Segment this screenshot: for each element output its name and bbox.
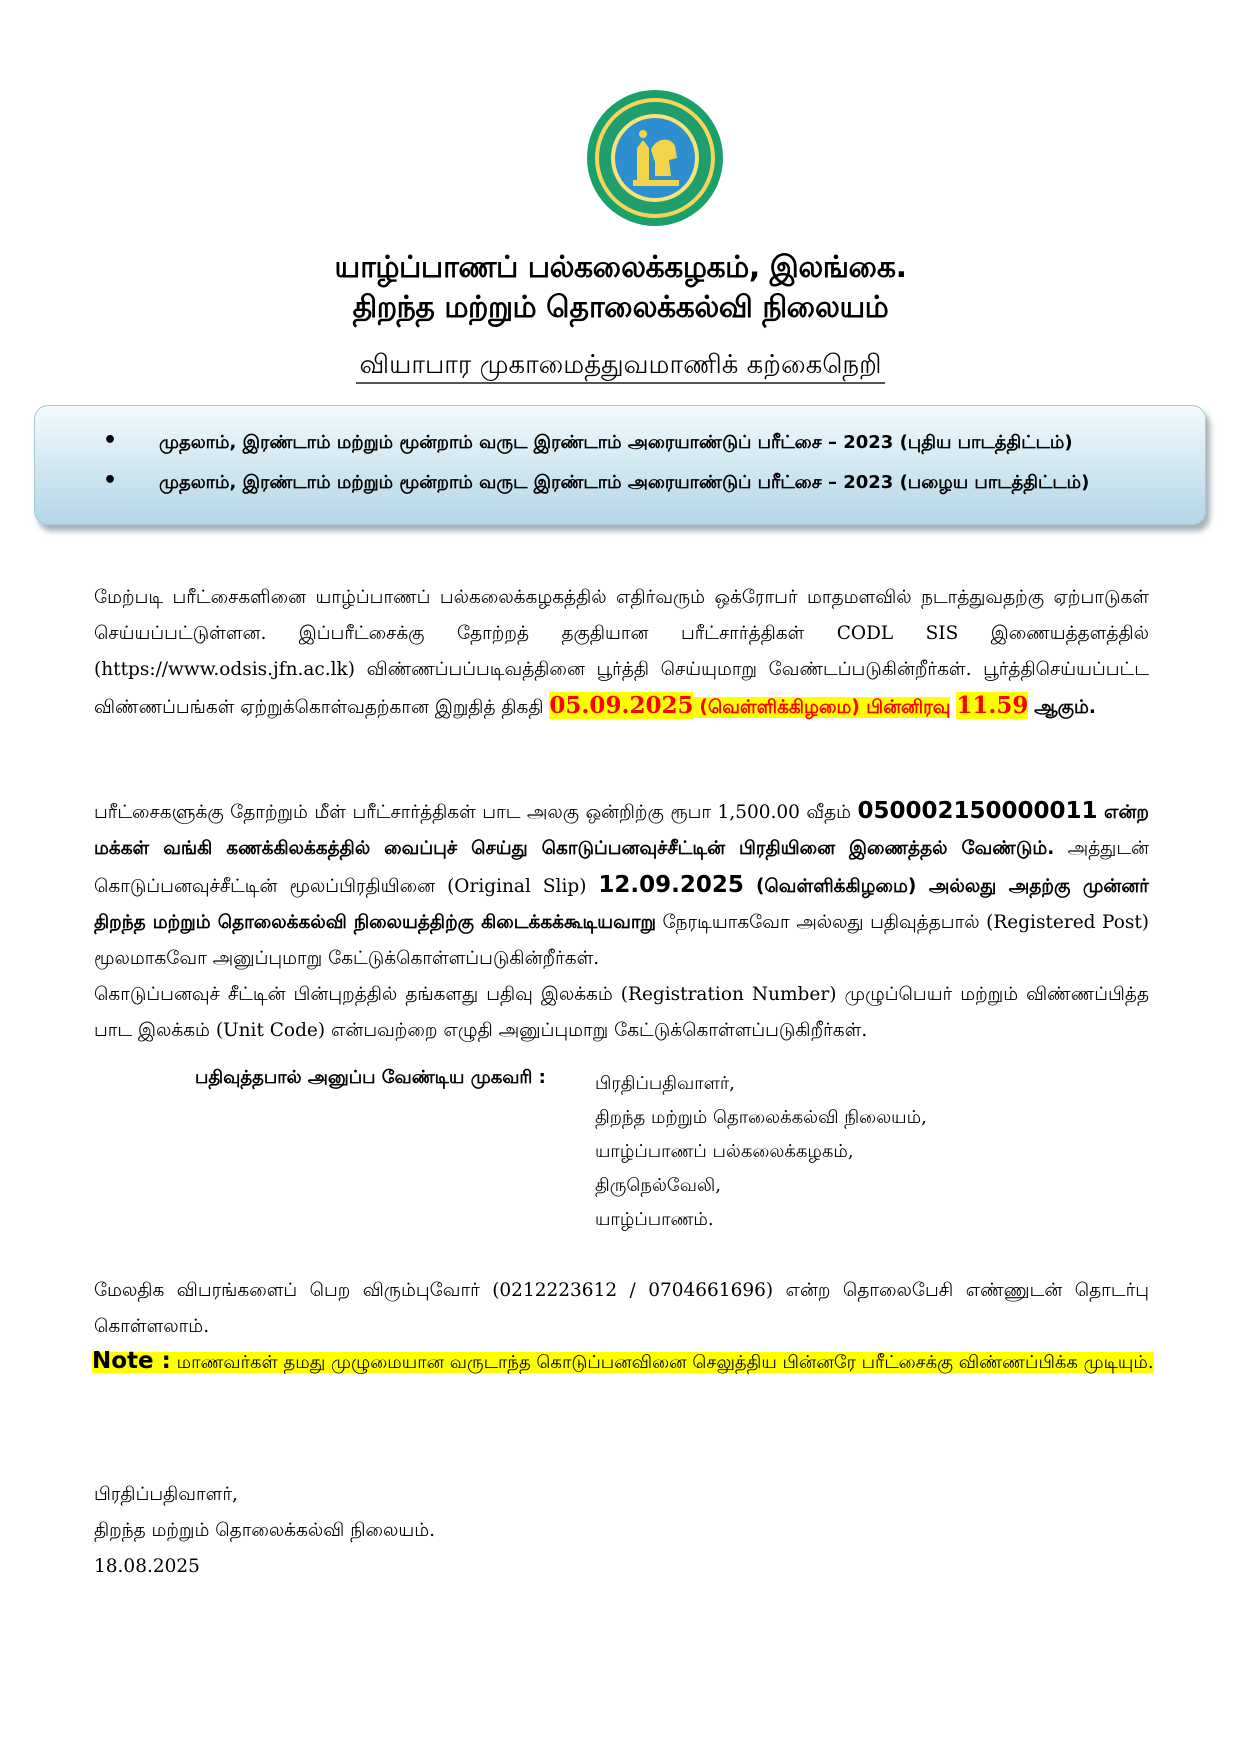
address-line: யாழ்ப்பாணம். xyxy=(595,1209,714,1230)
postal-address xyxy=(595,1067,927,1237)
note-label: Note : xyxy=(92,1348,171,1374)
payment-text: பரீட்சைகளுக்கு தோற்றும் மீள் பரீட்சார்த்திகள் பாட அலகு ஒன்றிற்கு ரூபா 1,500.00 வீதம் xyxy=(94,802,852,823)
application-paragraph xyxy=(94,580,1149,726)
deadline-time: 11.59 xyxy=(956,692,1029,719)
signature-block xyxy=(94,1477,435,1585)
address-line: திறந்த மற்றும் தொலைக்கல்வி நிலையம், xyxy=(595,1107,927,1128)
address-label: பதிவுத்தபால் அனுப்ப வேண்டிய முகவரி : xyxy=(195,1067,546,1088)
deadline-suffix: ஆகும். xyxy=(1034,697,1096,718)
bullet-icon: • xyxy=(103,428,118,453)
payment-instruction: என்ற மக்கள் வங்கி கணக்கிலக்கத்தில் வைப்புச் செய்து கொடுப்பனவுச்சீட்டின் பிரதியினை இணைத்தல் வேண்டும். xyxy=(94,802,1149,859)
document-date: 18.08.2025 xyxy=(94,1556,200,1577)
exam-list-box xyxy=(34,405,1206,525)
address-line: பிரதிப்பதிவாளர், xyxy=(595,1073,736,1094)
account-number: 050002150000011 xyxy=(857,798,1098,824)
university-logo xyxy=(585,88,725,228)
signatory-office: திறந்த மற்றும் தொலைக்கல்வி நிலையம். xyxy=(94,1520,436,1541)
deadline-day: (வெள்ளிக்கிழமை) பின்னிரவு xyxy=(699,697,951,718)
signatory-title: பிரதிப்பதிவாளர், xyxy=(94,1484,238,1505)
address-line: திருநெல்வேலி, xyxy=(595,1175,721,1196)
note-text: மாணவர்கள் தமது முழுமையான வருடாந்த கொடுப்பனவினை செலுத்திய பின்னரே பரீட்சைக்கு விண்ணப்பிக்க முடியும். xyxy=(176,1352,1154,1373)
programme-name-text: வியாபார முகாமைத்துவமாணிக் கற்கைநெறி xyxy=(356,350,886,384)
deadline-date: 05.09.2025 xyxy=(549,692,694,719)
payment-paragraph xyxy=(94,793,1149,1049)
bullet-icon: • xyxy=(103,468,118,493)
exam-item-text: முதலாம், இரண்டாம் மற்றும் மூன்றாம் வருட இரண்டாம் அரையாண்டுப் பரீட்சை – 2023 (புதிய பாடத்திட்டம்) xyxy=(159,432,1073,453)
university-name: யாழ்ப்பாணப் பல்கலைக்கழகம், இலங்கை. xyxy=(334,250,907,285)
application-text: மேற்படி பரீட்சைகளினை யாழ்ப்பாணப் பல்கலைக்கழகத்தில் எதிர்வரும் ஒக்ரோபர் மாதமளவில் நடாத்துவதற்கு ஏற்பாடுகள் செய்யப்பட்டுள்ளன. இப்பரீட்சைக்கு தோற்றத் தகுதியான பரீட்சார்த்திகள் CODL SIS இணையத்தளத்தில் (https://www.odsis.jfn.ac.lk) விண்ணப்பப்படிவத்தினை பூர்த்தி செய்யுமாறு வேண்டப்படுகின்றீர்கள். பூர்த்திசெய்யப்பட்ட விண்ணப்பங்கள் ஏற்றுக்கொள்வதற்கான இறுதித் திகதி xyxy=(94,587,1149,718)
contact-paragraph: மேலதிக விபரங்களைப் பெற விரும்புவோர் (0212223612 / 0704661696) என்ற தொலைபேசி எண்ணுடன் தொடர்பு கொள்ளலாம். xyxy=(94,1280,1149,1337)
slip-deadline-text: (வெள்ளிக்கிழமை) அல்லது அதற்கு முன்னர் திறந்த மற்றும் தொலைக்கல்வி நிலையத்திற்கு கிடைக்கக்கூடியவாறு xyxy=(94,876,1149,933)
slip-details-text: கொடுப்பனவுச் சீட்டின் பின்புறத்தில் தங்களது பதிவு இலக்கம் (Registration Number) முழுப்பெயர் மற்றும் விண்ணப்பித்த பாட இலக்கம் (Unit Code) என்பவற்றை எழுதி அனுப்புமாறு கேட்டுக்கொள்ளப்படுகிறீர்கள். xyxy=(94,984,1149,1041)
address-line: யாழ்ப்பாணப் பல்கலைக்கழகம், xyxy=(595,1141,854,1162)
delivery-text: நேரடியாகவோ அல்லது பதிவுத்தபால் (Registered Post) மூலமாகவோ அனுப்புமாறு கேட்டுக்கொள்ளப்படுகின்றீர்கள். xyxy=(94,912,1150,969)
exam-item-text: முதலாம், இரண்டாம் மற்றும் மூன்றாம் வருட இரண்டாம் அரையாண்டுப் பரீட்சை – 2023 (பழைய பாடத்திட்டம்) xyxy=(159,472,1090,493)
centre-name: திறந்த மற்றும் தொலைக்கல்வி நிலையம் xyxy=(352,290,889,325)
original-slip-text: அத்துடன் கொடுப்பனவுச்சீட்டின் மூலப்பிரதியினை (Original Slip) xyxy=(94,838,1149,897)
note xyxy=(92,1343,1164,1381)
slip-date: 12.09.2025 xyxy=(598,872,744,898)
programme-name xyxy=(0,350,1241,383)
